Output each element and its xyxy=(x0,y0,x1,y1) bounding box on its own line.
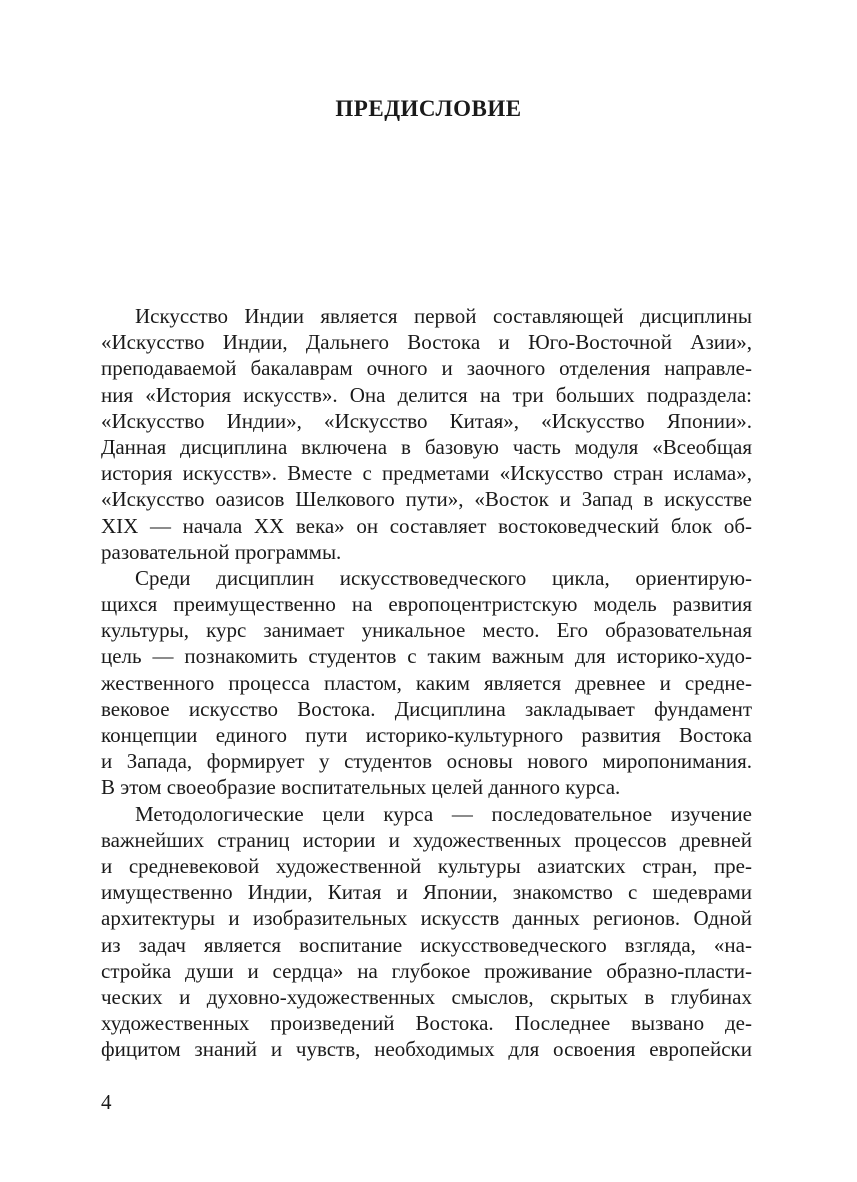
body-text xyxy=(101,303,752,1062)
text-line: XIX — начала XX века» он составляет востоковедческий блок об- xyxy=(101,513,752,538)
text-line: В этом своеобразие воспитательных целей данного курса. xyxy=(101,775,621,800)
text-line: «Искусство оазисов Шелкового пути», «Восток и Запад в искусстве xyxy=(101,487,752,512)
text-line: и средневековой художественной культуры азиатских стран, пре- xyxy=(101,853,752,878)
text-line: культуры, курс занимает уникальное место. Его образовательная xyxy=(101,618,752,643)
text-line: художественных произведений Востока. Последнее вызвано де- xyxy=(101,1011,752,1036)
page-number: 4 xyxy=(101,1090,112,1114)
text-line: Методологические цели курса — последовательное изучение xyxy=(135,801,752,826)
text-line: щихся преимущественно на европоцентристскую модель развития xyxy=(101,592,752,617)
text-line: имущественно Индии, Китая и Японии, знакомство с шедеврами xyxy=(101,880,752,905)
text-line: ния «История искусств». Она делится на три больших подраздела: xyxy=(101,382,752,407)
text-line: история искусств». Вместе с предметами «Искусство стран ислама», xyxy=(101,461,752,486)
text-line: вековое искусство Востока. Дисциплина закладывает фундамент xyxy=(101,696,752,721)
text-line: жественного процесса пластом, каким является древнее и средне- xyxy=(101,670,752,695)
text-line: важнейших страниц истории и художественных процессов древней xyxy=(101,827,752,852)
text-line: цель — познакомить студентов с таким важным для историко-худо- xyxy=(101,644,752,669)
text-line: «Искусство Индии», «Искусство Китая», «Искусство Японии». xyxy=(101,408,752,433)
text-line: концепции единого пути историко-культурного развития Востока xyxy=(101,723,752,747)
text-line: ческих и духовно-художественных смыслов, скрытых в глубинах xyxy=(101,984,752,1009)
text-line: из задач является воспитание искусствоведческого взгляда, «на- xyxy=(101,932,752,957)
text-line: Среди дисциплин искусствоведческого цикла, ориентирую- xyxy=(135,565,752,590)
text-line: «Искусство Индии, Дальнего Востока и Юго-Восточной Азии», xyxy=(101,330,752,355)
page-title: ПРЕДИСЛОВИЕ xyxy=(335,96,522,121)
text-line: стройка души и сердца» на глубокое проживание образно-пласти- xyxy=(101,958,752,983)
text-line: архитектуры и изобразительных искусств данных регионов. Одной xyxy=(101,906,752,931)
text-line: преподаваемой бакалаврам очного и заочного отделения направле- xyxy=(101,356,752,381)
text-line: Искусство Индии является первой составляющей дисциплины xyxy=(135,304,752,328)
text-line: фицитом знаний и чувств, необходимых для освоения европейски xyxy=(101,1037,752,1062)
text-line: и Запада, формирует у студентов основы нового миропонимания. xyxy=(101,749,752,774)
text-line: разовательной программы. xyxy=(101,539,342,564)
text-line: Данная дисциплина включена в базовую часть модуля «Всеобщая xyxy=(101,434,752,459)
